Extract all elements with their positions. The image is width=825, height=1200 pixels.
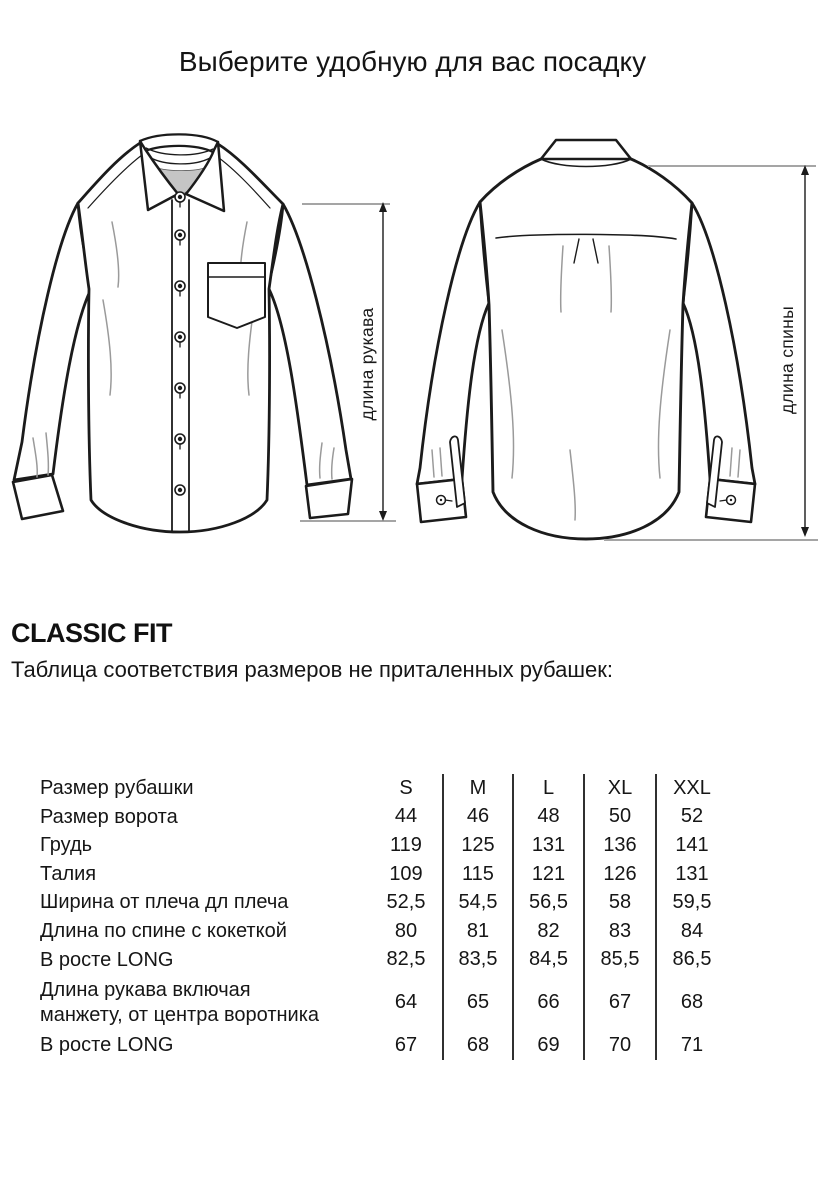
col-header-xxl: XXL: [655, 774, 727, 803]
cell-value: 86,5: [655, 946, 727, 975]
cell-value: 121: [512, 860, 583, 889]
cell-value: 67: [394, 1033, 418, 1056]
cell-value: 136: [583, 831, 655, 860]
cell-value: 115: [442, 860, 512, 889]
size-table: [40, 774, 727, 1060]
front-right-sleeve: [268, 204, 351, 485]
row-label: Длина по спине с кокеткой: [40, 920, 287, 943]
row-label: Длина рукава включая манжету, от центра воротника: [40, 979, 320, 1026]
shirt-front-drawing: [13, 134, 352, 532]
cell-value: 125: [442, 831, 512, 860]
cell-value: 83: [583, 917, 655, 946]
cell-value: 44: [394, 805, 418, 828]
cell-value: 50: [583, 803, 655, 832]
table-row-chest: [40, 831, 727, 860]
chest-pocket: [208, 263, 265, 328]
cell-value: 141: [655, 831, 727, 860]
cell-value: 48: [512, 803, 583, 832]
shirt-back-drawing: [417, 140, 755, 539]
cell-value: 68: [442, 1031, 512, 1060]
row-label: Талия: [40, 862, 97, 885]
row-label: Размер рубашки: [40, 777, 194, 800]
front-left-cuff: [13, 475, 63, 519]
col-header-l: L: [512, 774, 583, 803]
row-label: В росте LONG: [40, 1034, 174, 1057]
cell-value: 80: [394, 919, 418, 942]
cell-value: 66: [512, 974, 583, 1031]
table-row-waist: [40, 860, 727, 889]
cell-value: 46: [442, 803, 512, 832]
cell-value: 54,5: [442, 888, 512, 917]
cell-value: 64: [394, 991, 418, 1014]
table-row-long-1: [40, 946, 727, 975]
cell-value: 131: [512, 831, 583, 860]
table-row-sizes: [40, 774, 727, 803]
table-row-back-length: [40, 917, 727, 946]
cell-value: 70: [583, 1031, 655, 1060]
page-title: Выберите удобную для вас посадку: [178, 46, 647, 77]
back-collar-stand: [541, 140, 631, 159]
cell-value: 67: [583, 974, 655, 1031]
cell-value: 81: [442, 917, 512, 946]
cell-value: 85,5: [583, 946, 655, 975]
cell-value: 82: [512, 917, 583, 946]
cell-value: 56,5: [512, 888, 583, 917]
col-header-m: M: [442, 774, 512, 803]
col-header-xl: XL: [583, 774, 655, 803]
row-label: Грудь: [40, 834, 93, 857]
row-label: Ширина от плеча дл плеча: [40, 891, 289, 914]
sleeve-length-label: длина рукава: [357, 307, 377, 421]
cell-value: 119: [390, 833, 422, 856]
row-label: Размер ворота: [40, 805, 178, 828]
cell-value: 68: [655, 974, 727, 1031]
row-label: В росте LONG: [40, 948, 174, 971]
cell-value: 52,5: [386, 891, 426, 914]
cell-value: 65: [442, 974, 512, 1031]
fit-heading: CLASSIC FIT: [11, 618, 172, 648]
cell-value: 84,5: [512, 946, 583, 975]
table-row-collar: [40, 803, 727, 832]
back-body: [480, 152, 692, 539]
front-left-sleeve: [14, 203, 92, 480]
table-row-long-2: [40, 1031, 727, 1060]
cell-value: 84: [655, 917, 727, 946]
cell-value: 109: [389, 862, 423, 885]
arrow-down-icon: [379, 511, 387, 521]
cell-value: 131: [655, 860, 727, 889]
table-row-sleeve-length: [40, 974, 727, 1031]
fit-subtitle: Таблица соответствия размеров не приталенных рубашек:: [11, 657, 613, 682]
col-header-s: S: [399, 776, 413, 799]
cell-value: 83,5: [442, 946, 512, 975]
cell-value: 82,5: [386, 948, 426, 971]
cell-value: 126: [583, 860, 655, 889]
back-length-label: длина спины: [777, 305, 797, 415]
cell-value: 59,5: [655, 888, 727, 917]
cell-value: 58: [583, 888, 655, 917]
arrow-down-icon: [801, 527, 809, 537]
cell-value: 52: [655, 803, 727, 832]
cell-value: 69: [512, 1031, 583, 1060]
cell-value: 71: [655, 1031, 727, 1060]
front-right-cuff: [306, 479, 352, 518]
table-row-shoulder: [40, 888, 727, 917]
